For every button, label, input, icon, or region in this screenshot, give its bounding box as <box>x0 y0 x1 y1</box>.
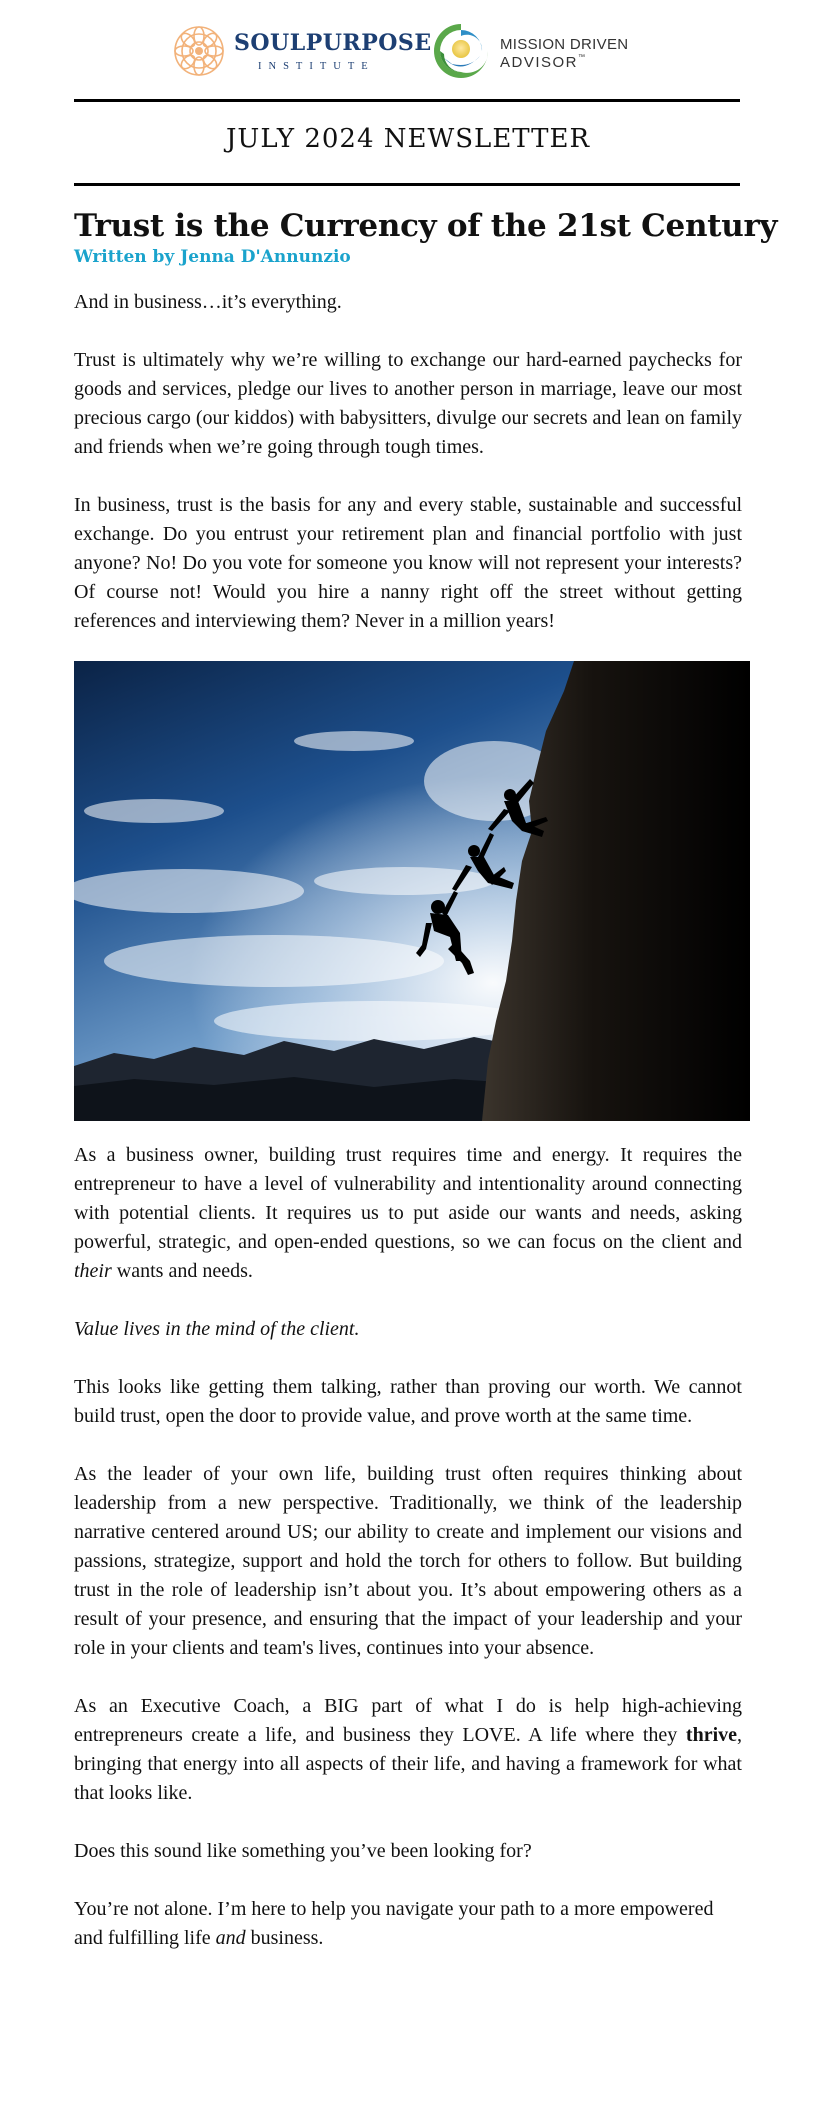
climbers-silhouette-image <box>74 661 750 1121</box>
paragraph-trust-business: In business, trust is the basis for any and every stable, sustainable and successful exchange. Do you entrust your retirement plan and financial portfolio with just anyone? No! Do you vote for someone you know will not represent your interests? Of course not! Would you hire a nanny right off the street without getting references and interviewing them? Never in a million years! <box>74 494 742 632</box>
text-run: As a business owner, building trust requires time and energy. It requires the entrepreneur to have a level of vulnerability and intentionality around connecting with potential clients. It requires us to put aside our wants and needs, asking powerful, strategic, and open-ended questions, so we can focus on the client and <box>74 1144 742 1253</box>
paragraph-executive-coach <box>74 1692 742 1808</box>
emphasis-text: their <box>74 1260 112 1282</box>
text-run: You’re not alone. I’m here to help you navigate your path to a more empowered and fulfilling life <box>74 1898 714 1949</box>
paragraph-intro: And in business…it’s everything. <box>74 291 342 313</box>
text-run: As an Executive Coach, a BIG part of what I do is help high-achieving entrepreneurs create a life, and business they LOVE. A life where they <box>74 1695 742 1746</box>
paragraph-value-quote <box>74 1315 742 1344</box>
bold-text: thrive <box>685 1724 737 1746</box>
article-byline: Written by Jenna D'Annunzio <box>74 247 351 267</box>
header-logos <box>0 18 816 88</box>
advisor-logo-text <box>500 54 585 71</box>
paragraph-getting-them-talking: This looks like getting them talking, rather than proving our worth. We cannot build trust, open the door to provide value, and prove worth at the same time. <box>74 1376 742 1427</box>
institute-logo-text: INSTITUTE <box>258 61 375 72</box>
soulpurpose-logo-text: SOULPURPOSE <box>234 30 432 56</box>
paragraph-trust-exchange: Trust is ultimately why we’re willing to exchange our hard-earned paychecks for goods and services, pledge our lives to another person in marriage, leave our most precious cargo (our kiddos) with babysitters, divulge our secrets and lean on family and friends when we’re going through tough times. <box>74 349 742 458</box>
paragraph-leadership: As the leader of your own life, building trust often requires thinking about leadership from a new perspective. Traditionally, we think of the leadership narrative centered around US; our ability to create and implement our visions and passions, strategize, support and hold the torch for others to follow. But building trust in the role of leadership isn’t about you. It’s about empowering others as a result of your presence, and ensuring that the impact of your leadership and your role in your clients and team's lives, continues into your absence. <box>74 1463 742 1659</box>
value-quote-text: Value lives in the mind of the client. <box>74 1318 360 1340</box>
paragraph-question: Does this sound like something you’ve been looking for? <box>74 1840 532 1862</box>
advisor-word: ADVISOR <box>500 54 579 71</box>
text-run: , bringing that energy into all aspects of their life, and having a framework for what that looks like. <box>74 1724 742 1804</box>
header-bottom-rule <box>74 183 740 186</box>
trademark-symbol: ™ <box>578 54 586 61</box>
mission-driven-swirl-icon <box>430 20 492 82</box>
newsletter-title: JULY 2024 NEWSLETTER <box>225 124 591 154</box>
article <box>74 206 778 1982</box>
article-title: Trust is the Currency of the 21st Century <box>74 208 778 244</box>
text-run: business. <box>245 1927 324 1949</box>
paragraph-closing <box>74 1895 742 1953</box>
text-run: wants and needs. <box>111 1260 253 1282</box>
header-top-rule <box>74 99 740 102</box>
mission-driven-logo-text: MISSION DRIVEN <box>500 36 629 53</box>
lotus-mandala-icon <box>172 24 226 78</box>
emphasis-text: and <box>215 1927 246 1949</box>
paragraph-business-owner <box>74 1141 742 1286</box>
